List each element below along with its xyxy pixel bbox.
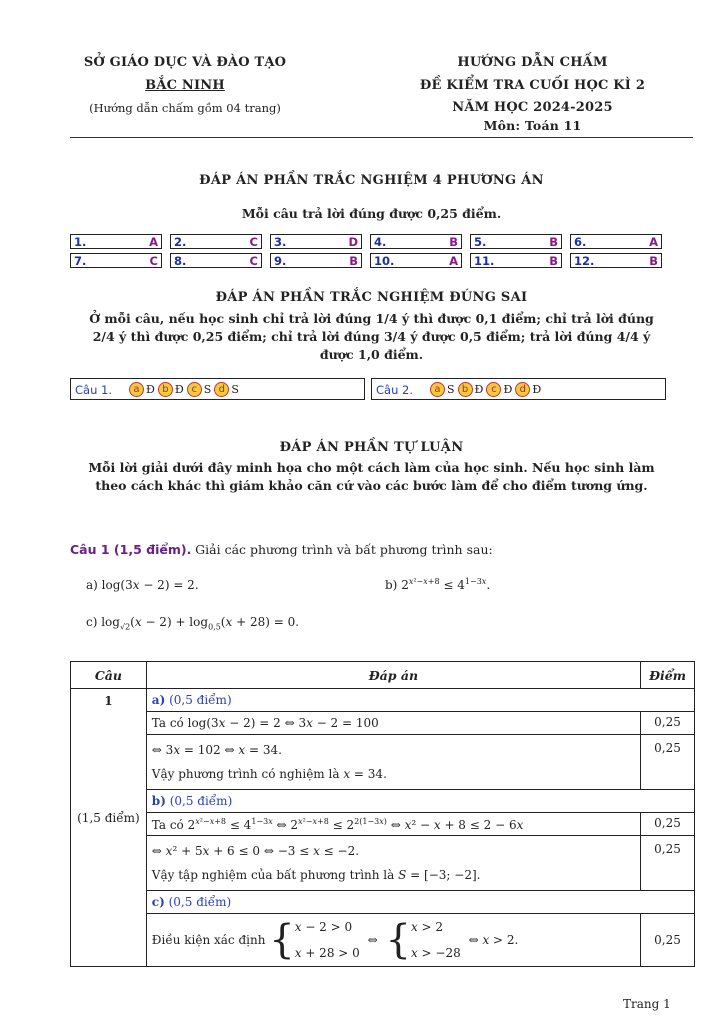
tf-option-value: Đ [503, 382, 513, 396]
b-step1-prefix: Ta có [151, 817, 184, 832]
tf-q2-label: Câu 2. [376, 383, 413, 397]
part-a-points: (0,5 điểm) [169, 693, 232, 707]
tf-option-marker: b [158, 382, 173, 397]
mc-question-number: 4. [374, 235, 387, 249]
mc-answer-cell [370, 234, 462, 249]
mc-answer-letter: D [348, 235, 358, 249]
mc-subtitle: Mỗi câu trả lời đúng được 0,25 điểm. [241, 206, 502, 221]
mc-answer-cell [70, 234, 162, 249]
table-row [71, 790, 695, 813]
mc-answer-letter: B [549, 235, 558, 249]
question-points: (1,5 điểm) [77, 811, 140, 825]
mc-answer-letter: C [249, 235, 258, 249]
col-header-points: Điểm [641, 662, 695, 689]
a-step-1: Ta có log(3x − 2) = 2 ⇔ 3x − 2 = 100 [146, 712, 640, 735]
table-header-row [71, 662, 695, 689]
doc-title: HƯỚNG DẪN CHẤM [457, 55, 608, 70]
table-row [71, 813, 695, 836]
mc-question-number: 3. [274, 235, 287, 249]
page-number: Trang 1 [623, 997, 671, 1011]
part-a-label: a) [151, 693, 166, 707]
tf-rule-line2: 2/4 ý thì được 0,25 điểm; chỉ trả lời đúng 3/4 ý được 0,5 điểm; trả lời đúng 4/4 ý [92, 329, 651, 344]
mc-question-number: 12. [574, 254, 595, 268]
mc-answer-letter: B [649, 254, 658, 268]
mc-answer-letter: B [449, 235, 458, 249]
tf-option-marker: a [129, 382, 144, 397]
dept-name: SỞ GIÁO DỤC VÀ ĐÀO TẠO [83, 55, 287, 70]
table-row [71, 836, 695, 891]
a-step2-score: 0,25 [641, 735, 695, 790]
essay-title: ĐÁP ÁN PHẦN TỰ LUẬN [279, 440, 464, 455]
mc-answer-cell [170, 234, 262, 249]
mc-answer-cell [270, 253, 362, 268]
mc-question-number: 11. [474, 254, 495, 268]
part-c-header [146, 891, 694, 914]
mc-question-number: 2. [174, 235, 187, 249]
col-header-answer: Đáp án [146, 662, 640, 689]
q1-prompt: Giải các phương trình và bất phương trình sau: [195, 542, 493, 557]
q1c-statement: c) $\log_{√2}(x - 2) + \log_{0,5}(x + 28) = 0$. [86, 615, 300, 632]
mc-answer-cell [270, 234, 362, 249]
c-step-1: Điều kiện xác định {x − 2 > 0 x + 28 > 0 ⇔ {x > 2 x > −28 ⇔ x > 2. [146, 914, 640, 967]
part-a-header [146, 689, 694, 712]
mc-answer-letter: C [249, 254, 258, 268]
tf-option-value: Đ [532, 382, 542, 396]
mc-title: ĐÁP ÁN PHẦN TRẮC NGHIỆM 4 PHƯƠNG ÁN [199, 173, 544, 188]
part-c-label: c) [151, 895, 165, 909]
essay-note-line2: theo cách khác thì giám khảo căn cứ vào các bước làm để cho điểm tương ứng. [95, 478, 648, 493]
tf-option-value: Đ [474, 382, 484, 396]
tf-q1-label: Câu 1. [75, 383, 112, 397]
mc-question-number: 10. [374, 254, 395, 268]
subject: Môn: Toán 11 [483, 118, 582, 133]
tf-option-marker: a [430, 382, 445, 397]
b-step2-score: 0,25 [641, 836, 695, 891]
mc-question-number: 6. [574, 235, 587, 249]
b-conclusion: Vậy tập nghiệm của bất phương trình là [151, 868, 395, 882]
q1b-statement: b) $2^{x^2-x+8} \le 4^{1-3x}$. [385, 577, 491, 592]
mc-question-number: 7. [74, 254, 87, 268]
table-row [71, 914, 695, 967]
tf-option-marker: c [486, 382, 501, 397]
mc-question-number: 5. [474, 235, 487, 249]
mc-answer-letter: A [649, 235, 658, 249]
mc-answer-cell [470, 253, 562, 268]
part-b-header [146, 790, 694, 813]
part-b-label: b) [151, 794, 166, 808]
mc-answer-cell [570, 253, 662, 268]
b-step1-score: 0,25 [641, 813, 695, 836]
mc-answer-letter: C [149, 254, 158, 268]
part-c-points: (0,5 điểm) [168, 895, 232, 909]
b-step-2: ⇔ x² + 5x + 6 ≤ 0 ⇔ −3 ≤ x ≤ −2. Vậy tập nghiệm của bất phương trình là S = [−3; −2]. [146, 836, 640, 891]
table-row [71, 689, 695, 712]
tf-option-value: S [203, 382, 212, 396]
tf-question-1 [70, 378, 365, 400]
mc-answer-cell [70, 253, 162, 268]
q1a-label: a) [86, 578, 98, 592]
tf-q2-answers [430, 381, 544, 397]
question-number: 1 [104, 694, 113, 708]
mc-question-number: 8. [174, 254, 187, 268]
tf-rule-line3: được 1,0 điểm. [319, 347, 424, 362]
page-count-note: (Hướng dẫn chấm gồm 04 trang) [89, 101, 281, 115]
part-b-points: (0,5 điểm) [169, 794, 233, 808]
mc-question-number: 9. [274, 254, 287, 268]
grading-table [70, 661, 695, 967]
mc-answer-letter: A [449, 254, 458, 268]
tf-option-value: S [447, 382, 455, 396]
province-name: BẮC NINH [145, 78, 225, 93]
tf-option-value: S [231, 382, 239, 396]
a-step1-score: 0,25 [641, 712, 695, 735]
mc-answer-cell [470, 234, 562, 249]
mc-answer-cell [370, 253, 462, 268]
essay-note-line1: Mỗi lời giải dưới đây minh họa cho một cách làm của học sinh. Nếu học sinh làm [88, 460, 655, 475]
a-step1-prefix: Ta có [151, 716, 184, 730]
tf-option-value: Đ [174, 382, 184, 396]
tf-option-marker: b [458, 382, 473, 397]
table-row [71, 735, 695, 790]
b-step-1: Ta có $2^{x^2-x+8} \le 4^{1-3x}$ ⇔ $2^{x^2-x+8} \le 2^{2(1-3x)}$ ⇔ x² − x + 8 ≤ 2 − 6x [146, 813, 640, 836]
tf-rule-line1: Ở mỗi câu, nếu học sinh chỉ trả lời đúng 1/4 ý thì được 0,1 điểm; chỉ trả lời đúng [89, 311, 654, 326]
q1c-label: c) [86, 615, 98, 629]
exam-title: ĐỀ KIỂM TRA CUỐI HỌC KÌ 2 [419, 78, 646, 93]
mc-answer-letter: B [549, 254, 558, 268]
tf-option-marker: d [515, 382, 530, 397]
q1b-label: b) [385, 578, 398, 592]
c-condition-label: Điều kiện xác định [151, 933, 266, 947]
tf-q1-answers [129, 381, 242, 397]
tf-option-marker: d [214, 382, 229, 397]
header-divider [70, 137, 693, 138]
mc-question-number: 1. [74, 235, 87, 249]
q1-heading: Câu 1 (1,5 điểm). [70, 542, 192, 557]
tf-title: ĐÁP ÁN PHẦN TRẮC NGHIỆM ĐÚNG SAI [215, 290, 528, 305]
c-step1-score: 0,25 [641, 914, 695, 967]
mc-answer-cell [570, 234, 662, 249]
tf-option-marker: c [187, 382, 202, 397]
a-conclusion: Vậy phương trình có nghiệm là [151, 767, 340, 781]
mc-answer-letter: B [349, 254, 358, 268]
col-header-question: Câu [71, 662, 147, 689]
mc-answer-cell [170, 253, 262, 268]
table-row [71, 712, 695, 735]
table-row [71, 891, 695, 914]
question-cell [71, 689, 147, 967]
tf-option-value: Đ [146, 382, 155, 396]
school-year: NĂM HỌC 2024-2025 [452, 100, 613, 115]
q1-statement [70, 542, 493, 557]
a-step-2: ⇔ 3x = 102 ⇔ x = 34. Vậy phương trình có nghiệm là x = 34. [146, 735, 640, 790]
tf-question-2 [371, 378, 666, 400]
mc-answer-letter: A [149, 235, 158, 249]
q1a-statement: a) log(3x − 2) = 2. [86, 578, 199, 592]
